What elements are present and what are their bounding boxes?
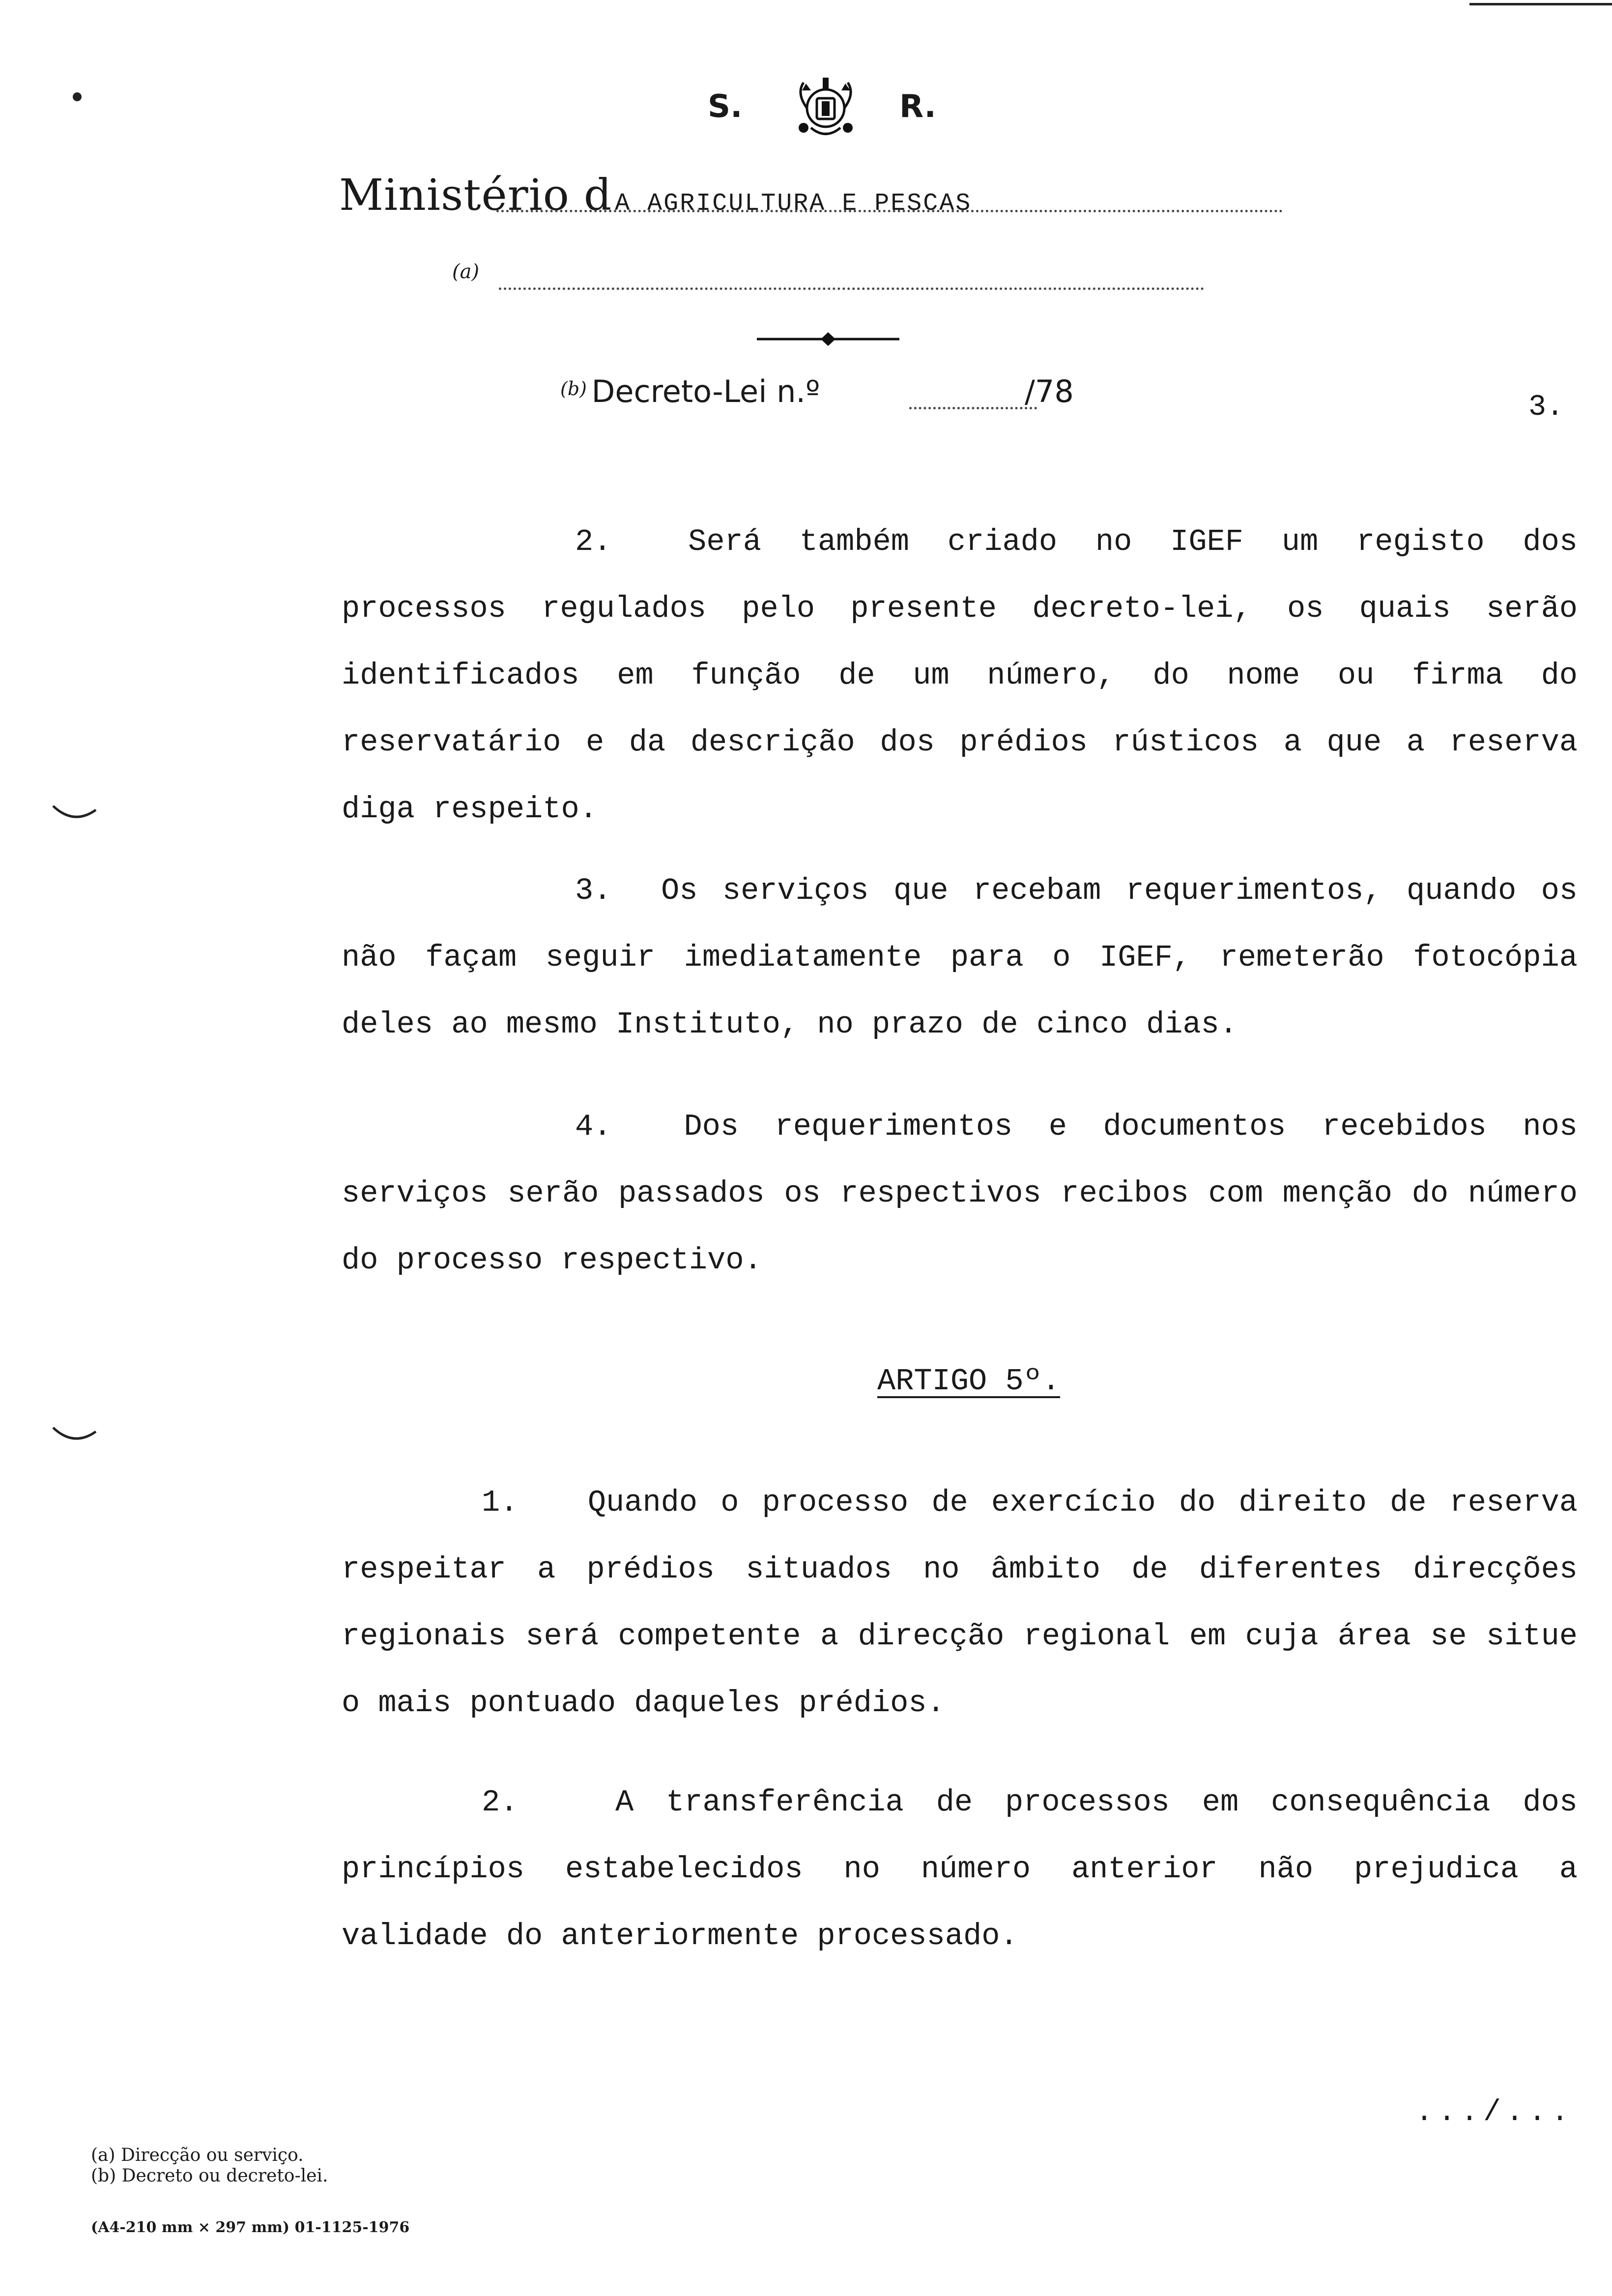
paragraph <box>342 509 1578 843</box>
decree-year: /78 <box>1025 373 1074 409</box>
article-heading: ARTIGO 5º. <box>877 1364 1061 1399</box>
paragraph-number: 4. <box>575 1109 612 1144</box>
paragraph <box>342 858 1578 1058</box>
decree-dotted-line <box>909 407 1037 409</box>
paragraph-text: Quando o processo de exercício do direito de reserva respeitar a prédios situados no âmbito de diferentes direcções regionais será competente a direcção regional em cuja área se situe o mais pontuado daqueles prédios. <box>342 1485 1578 1721</box>
margin-fold-mark <box>49 801 103 831</box>
continuation-mark: .../... <box>1415 2096 1574 2129</box>
direction-marker: (a) <box>452 260 480 283</box>
ministry-prefix: Ministério d <box>339 170 612 220</box>
divider-ornament <box>757 329 899 349</box>
paragraph-text: Os serviços que recebam requerimentos, quando os não façam seguir imediatamente para o IGEF, remeterão fotocópia deles ao mesmo Instituto, no prazo de cinco dias. <box>342 873 1578 1042</box>
paragraph-number: 1. <box>482 1485 518 1520</box>
footnote: (a) Direcção ou serviço. <box>91 2145 304 2165</box>
paragraph-text: Será também criado no IGEF um registo dos processos regulados pelo presente decreto-lei, os quais serão identificados em função de um número, do nome ou firma do reservatário e da descrição dos prédios rústicos a que a reserva diga respeito. <box>342 524 1578 827</box>
letterhead-left-initial: S. <box>708 88 743 125</box>
ministry-dotted-line <box>496 210 1283 212</box>
direction-line <box>452 260 1204 295</box>
paragraph-text: Dos requerimentos e documentos recebidos nos serviços serão passados os respectivos recibos com menção do número do processo respectivo. <box>342 1109 1578 1278</box>
letterhead-right-initial: R. <box>899 88 936 125</box>
paragraph-number: 2. <box>575 524 612 559</box>
top-edge-rule <box>1469 3 1612 5</box>
decree-marker: (b) <box>560 378 587 400</box>
ministry-name: A AGRICULTURA E PESCAS <box>615 190 972 218</box>
footnote: (b) Decreto ou decreto-lei. <box>91 2166 328 2186</box>
coat-of-arms-icon <box>777 74 875 147</box>
article-paragraph <box>342 1469 1578 1737</box>
paragraph-text: A transferência de processos em consequência dos princípios estabelecidos no número anterior não prejudica a validade do anteriormente processado. <box>342 1785 1578 1953</box>
margin-fold-mark <box>49 1423 103 1452</box>
paragraph-number: 3. <box>575 873 612 908</box>
article-paragraph <box>342 1769 1578 1970</box>
decree-line <box>560 373 1074 418</box>
paragraph <box>342 1093 1578 1294</box>
margin-dot-mark <box>66 86 96 115</box>
paragraph-number: 2. <box>482 1785 518 1820</box>
form-code: (A4-210 mm × 297 mm) 01-1125-1976 <box>91 2219 410 2236</box>
letterhead-seal-row <box>708 74 963 147</box>
direction-dotted-line <box>499 287 1204 290</box>
decree-label: Decreto-Lei n.º <box>591 373 820 409</box>
ministry-line <box>339 170 1283 229</box>
page-number: 3. <box>1528 391 1564 424</box>
